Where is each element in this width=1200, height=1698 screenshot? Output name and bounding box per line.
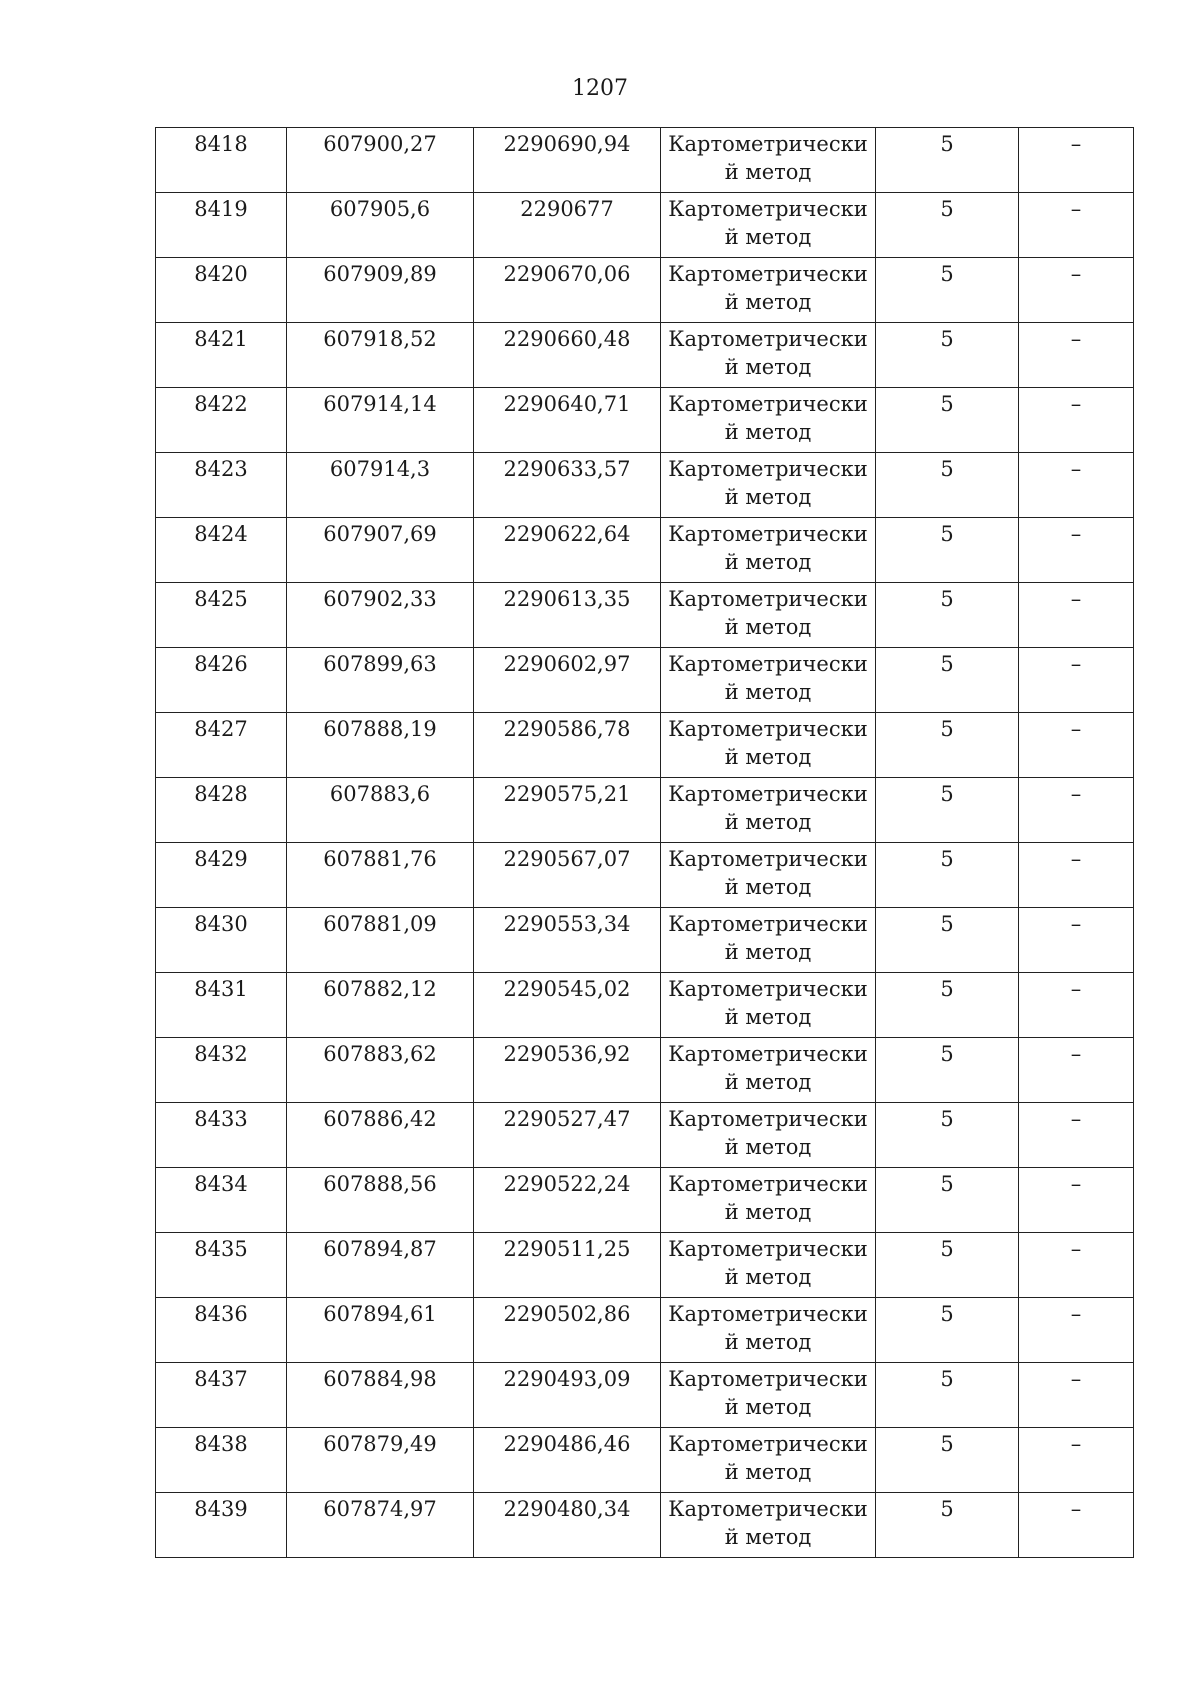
- x-coordinate-cell: 607888,56: [287, 1168, 474, 1233]
- x-coordinate-cell: 607882,12: [287, 973, 474, 1038]
- x-coordinate-cell: 607918,52: [287, 323, 474, 388]
- note-cell: –: [1019, 1038, 1134, 1103]
- x-coordinate-cell: 607914,14: [287, 388, 474, 453]
- table-row: [156, 908, 1134, 973]
- accuracy-cell: 5: [876, 648, 1019, 713]
- note-cell: –: [1019, 1103, 1134, 1168]
- y-coordinate-cell: 2290511,25: [474, 1233, 661, 1298]
- x-coordinate-cell: 607874,97: [287, 1493, 474, 1558]
- point-number-cell: 8425: [156, 583, 287, 648]
- method-cell: Картометрически й метод: [661, 1233, 876, 1298]
- method-cell: Картометрически й метод: [661, 1428, 876, 1493]
- note-cell: –: [1019, 973, 1134, 1038]
- point-number-cell: 8422: [156, 388, 287, 453]
- point-number-cell: 8427: [156, 713, 287, 778]
- accuracy-cell: 5: [876, 713, 1019, 778]
- point-number-cell: 8431: [156, 973, 287, 1038]
- method-cell: Картометрически й метод: [661, 323, 876, 388]
- accuracy-cell: 5: [876, 583, 1019, 648]
- note-cell: –: [1019, 843, 1134, 908]
- note-cell: –: [1019, 518, 1134, 583]
- table-row: [156, 323, 1134, 388]
- table-row: [156, 1103, 1134, 1168]
- note-cell: –: [1019, 1233, 1134, 1298]
- table-row: [156, 518, 1134, 583]
- table-row: [156, 648, 1134, 713]
- method-cell: Картометрически й метод: [661, 453, 876, 518]
- accuracy-cell: 5: [876, 1363, 1019, 1428]
- x-coordinate-cell: 607883,62: [287, 1038, 474, 1103]
- accuracy-cell: 5: [876, 388, 1019, 453]
- method-cell: Картометрически й метод: [661, 1363, 876, 1428]
- y-coordinate-cell: 2290602,97: [474, 648, 661, 713]
- y-coordinate-cell: 2290522,24: [474, 1168, 661, 1233]
- y-coordinate-cell: 2290527,47: [474, 1103, 661, 1168]
- point-number-cell: 8437: [156, 1363, 287, 1428]
- y-coordinate-cell: 2290622,64: [474, 518, 661, 583]
- table-row: [156, 1298, 1134, 1363]
- x-coordinate-cell: 607884,98: [287, 1363, 474, 1428]
- point-number-cell: 8426: [156, 648, 287, 713]
- accuracy-cell: 5: [876, 973, 1019, 1038]
- y-coordinate-cell: 2290677: [474, 193, 661, 258]
- x-coordinate-cell: 607914,3: [287, 453, 474, 518]
- note-cell: –: [1019, 1298, 1134, 1363]
- method-cell: Картометрически й метод: [661, 388, 876, 453]
- x-coordinate-cell: 607881,09: [287, 908, 474, 973]
- point-number-cell: 8429: [156, 843, 287, 908]
- accuracy-cell: 5: [876, 453, 1019, 518]
- y-coordinate-cell: 2290567,07: [474, 843, 661, 908]
- page-number: 1207: [572, 76, 628, 101]
- x-coordinate-cell: 607900,27: [287, 128, 474, 193]
- point-number-cell: 8424: [156, 518, 287, 583]
- method-cell: Картометрически й метод: [661, 1298, 876, 1363]
- y-coordinate-cell: 2290613,35: [474, 583, 661, 648]
- point-number-cell: 8420: [156, 258, 287, 323]
- accuracy-cell: 5: [876, 1168, 1019, 1233]
- note-cell: –: [1019, 908, 1134, 973]
- accuracy-cell: 5: [876, 1233, 1019, 1298]
- point-number-cell: 8421: [156, 323, 287, 388]
- x-coordinate-cell: 607883,6: [287, 778, 474, 843]
- note-cell: –: [1019, 1428, 1134, 1493]
- table-row: [156, 713, 1134, 778]
- x-coordinate-cell: 607899,63: [287, 648, 474, 713]
- table-row: [156, 1493, 1134, 1558]
- y-coordinate-cell: 2290633,57: [474, 453, 661, 518]
- method-cell: Картометрически й метод: [661, 1168, 876, 1233]
- table-row: [156, 1038, 1134, 1103]
- note-cell: –: [1019, 323, 1134, 388]
- table-row: [156, 973, 1134, 1038]
- method-cell: Картометрически й метод: [661, 1493, 876, 1558]
- note-cell: –: [1019, 193, 1134, 258]
- method-cell: Картометрически й метод: [661, 193, 876, 258]
- note-cell: –: [1019, 388, 1134, 453]
- y-coordinate-cell: 2290536,92: [474, 1038, 661, 1103]
- accuracy-cell: 5: [876, 843, 1019, 908]
- table-row: [156, 258, 1134, 323]
- table-row: [156, 1168, 1134, 1233]
- y-coordinate-cell: 2290545,02: [474, 973, 661, 1038]
- accuracy-cell: 5: [876, 128, 1019, 193]
- x-coordinate-cell: 607888,19: [287, 713, 474, 778]
- y-coordinate-cell: 2290502,86: [474, 1298, 661, 1363]
- x-coordinate-cell: 607881,76: [287, 843, 474, 908]
- method-cell: Картометрически й метод: [661, 128, 876, 193]
- y-coordinate-cell: 2290575,21: [474, 778, 661, 843]
- note-cell: –: [1019, 128, 1134, 193]
- coordinates-table: [155, 127, 1134, 1558]
- x-coordinate-cell: 607905,6: [287, 193, 474, 258]
- method-cell: Картометрически й метод: [661, 1103, 876, 1168]
- note-cell: –: [1019, 583, 1134, 648]
- table-row: [156, 1233, 1134, 1298]
- method-cell: Картометрически й метод: [661, 648, 876, 713]
- accuracy-cell: 5: [876, 1298, 1019, 1363]
- point-number-cell: 8435: [156, 1233, 287, 1298]
- table-row: [156, 388, 1134, 453]
- point-number-cell: 8433: [156, 1103, 287, 1168]
- table-row: [156, 1428, 1134, 1493]
- accuracy-cell: 5: [876, 1493, 1019, 1558]
- y-coordinate-cell: 2290690,94: [474, 128, 661, 193]
- x-coordinate-cell: 607886,42: [287, 1103, 474, 1168]
- note-cell: –: [1019, 713, 1134, 778]
- method-cell: Картометрически й метод: [661, 583, 876, 648]
- x-coordinate-cell: 607879,49: [287, 1428, 474, 1493]
- note-cell: –: [1019, 778, 1134, 843]
- point-number-cell: 8438: [156, 1428, 287, 1493]
- accuracy-cell: 5: [876, 778, 1019, 843]
- x-coordinate-cell: 607894,61: [287, 1298, 474, 1363]
- y-coordinate-cell: 2290586,78: [474, 713, 661, 778]
- point-number-cell: 8430: [156, 908, 287, 973]
- point-number-cell: 8428: [156, 778, 287, 843]
- method-cell: Картометрически й метод: [661, 778, 876, 843]
- note-cell: –: [1019, 648, 1134, 713]
- table-row: [156, 843, 1134, 908]
- point-number-cell: 8419: [156, 193, 287, 258]
- x-coordinate-cell: 607909,89: [287, 258, 474, 323]
- method-cell: Картометрически й метод: [661, 518, 876, 583]
- note-cell: –: [1019, 453, 1134, 518]
- y-coordinate-cell: 2290480,34: [474, 1493, 661, 1558]
- method-cell: Картометрически й метод: [661, 973, 876, 1038]
- table-row: [156, 778, 1134, 843]
- x-coordinate-cell: 607907,69: [287, 518, 474, 583]
- table-row: [156, 128, 1134, 193]
- accuracy-cell: 5: [876, 518, 1019, 583]
- table-row: [156, 193, 1134, 258]
- coordinates-table-body: [156, 128, 1134, 1558]
- table-row: [156, 1363, 1134, 1428]
- note-cell: –: [1019, 258, 1134, 323]
- note-cell: –: [1019, 1168, 1134, 1233]
- point-number-cell: 8436: [156, 1298, 287, 1363]
- y-coordinate-cell: 2290670,06: [474, 258, 661, 323]
- note-cell: –: [1019, 1363, 1134, 1428]
- accuracy-cell: 5: [876, 1038, 1019, 1103]
- accuracy-cell: 5: [876, 193, 1019, 258]
- accuracy-cell: 5: [876, 258, 1019, 323]
- accuracy-cell: 5: [876, 323, 1019, 388]
- x-coordinate-cell: 607894,87: [287, 1233, 474, 1298]
- y-coordinate-cell: 2290640,71: [474, 388, 661, 453]
- accuracy-cell: 5: [876, 1103, 1019, 1168]
- table-row: [156, 583, 1134, 648]
- table-row: [156, 453, 1134, 518]
- accuracy-cell: 5: [876, 908, 1019, 973]
- method-cell: Картометрически й метод: [661, 1038, 876, 1103]
- method-cell: Картометрически й метод: [661, 908, 876, 973]
- point-number-cell: 8434: [156, 1168, 287, 1233]
- method-cell: Картометрически й метод: [661, 258, 876, 323]
- accuracy-cell: 5: [876, 1428, 1019, 1493]
- point-number-cell: 8432: [156, 1038, 287, 1103]
- y-coordinate-cell: 2290553,34: [474, 908, 661, 973]
- x-coordinate-cell: 607902,33: [287, 583, 474, 648]
- y-coordinate-cell: 2290493,09: [474, 1363, 661, 1428]
- point-number-cell: 8418: [156, 128, 287, 193]
- y-coordinate-cell: 2290660,48: [474, 323, 661, 388]
- note-cell: –: [1019, 1493, 1134, 1558]
- y-coordinate-cell: 2290486,46: [474, 1428, 661, 1493]
- point-number-cell: 8423: [156, 453, 287, 518]
- method-cell: Картометрически й метод: [661, 843, 876, 908]
- point-number-cell: 8439: [156, 1493, 287, 1558]
- method-cell: Картометрически й метод: [661, 713, 876, 778]
